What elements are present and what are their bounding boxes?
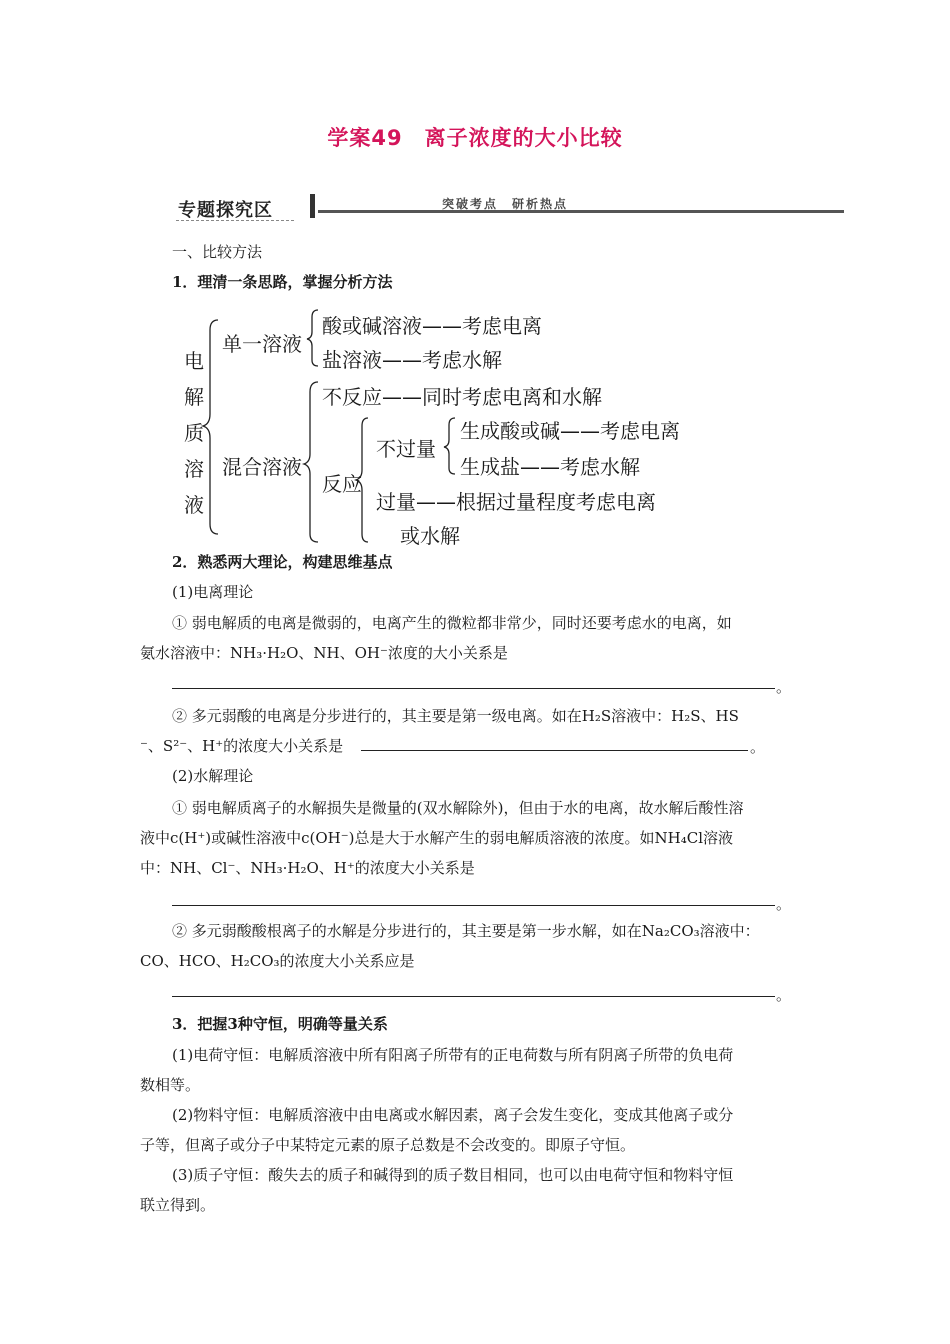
tree-single-solution: 单一溶液 [222,332,302,356]
c1-line1: (1)电荷守恒：电解质溶液中所有阳离子所带有的正电荷数与所有阴离子所带的负电荷 [172,1046,734,1064]
period-4: 。 [776,986,792,1004]
page-title: 学案49 离子浓度的大小比较 [327,126,623,150]
tree-no-reaction: 不反应——同时考虑电离和水解 [322,385,602,409]
p3-line2: 液中c(H⁺)或碱性溶液中c(OH⁻)总是大于水解产生的弱电解质溶液的浓度。如NH₄Cl溶液 [140,829,734,847]
heading-compare-method: 一、比较方法 [172,243,263,261]
answer-blank-3[interactable] [172,905,775,906]
c2-line2: 子等，但离子或分子中某特定元素的原子总数是不会改变的。即原子守恒。 [140,1136,636,1154]
p2-line1: ② 多元弱酸的电离是分步进行的，其主要是第一级电离。如在H₂S溶液中：H₂S、HS [172,707,739,725]
p4-line2: CO、HCO、H₂CO₃的浓度大小关系应是 [140,952,415,970]
item-1-heading: 1．理清一条思路，掌握分析方法 [172,273,393,291]
tree-acid-base-solution: 酸或碱溶液——考虑电离 [322,314,542,338]
c2-line1: (2)物料守恒：电解质溶液中由电离或水解因素，离子会发生变化，变成其他离子或分 [172,1106,734,1124]
c1-line2: 数相等。 [140,1076,201,1094]
tree-reaction: 反应 [322,472,362,496]
tree-root-char: 电 [184,349,204,373]
tree-acid-or-base: 生成酸或碱——考虑电离 [460,419,680,443]
tree-excess-cont: 或水解 [400,524,460,548]
tree-excess: 过量——根据过量程度考虑电离 [376,490,656,514]
item-3-heading: 3．把握3种守恒，明确等量关系 [172,1015,388,1033]
period-3: 。 [776,895,792,913]
sub-ionization-theory: (1)电离理论 [172,583,254,601]
p4-line1: ② 多元弱酸酸根离子的水解是分步进行的，其主要是第一步水解，如在Na₂CO₃溶液中： [172,922,760,940]
answer-blank-4[interactable] [172,996,775,997]
banner-bar [310,194,315,218]
c3-line2: 联立得到。 [140,1196,216,1214]
p2-line2: ⁻、S²⁻、H⁺的浓度大小关系是 [140,737,344,755]
tree-root-char: 液 [184,493,204,517]
section-banner [172,192,844,222]
tree-root-char: 溶 [184,457,204,481]
period-2: 。 [750,738,766,756]
banner-dotted-line [176,220,294,221]
item-2-heading: 2．熟悉两大理论，构建思维基点 [172,553,393,571]
c3-line1: (3)质子守恒：酸失去的质子和碱得到的质子数目相同，也可以由电荷守恒和物料守恒 [172,1166,734,1184]
p1-line2: 氨水溶液中：NH₃·H₂O、NH、OH⁻浓度的大小关系是 [140,644,508,662]
tree-salt-formed: 生成盐——考虑水解 [460,455,640,479]
tree-root-char: 解 [184,385,204,409]
p1-line1: ① 弱电解质的电离是微弱的，电离产生的微粒都非常少，同时还要考虑水的电离，如 [172,614,732,632]
sub-hydrolysis-theory: (2)水解理论 [172,767,254,785]
concept-tree-diagram [170,302,730,552]
banner-tagline: 突破考点 研析热点 [442,197,569,211]
answer-blank-2[interactable] [361,750,748,751]
answer-blank-1[interactable] [172,688,775,689]
banner-rule [318,210,844,213]
p3-line3: 中：NH、Cl⁻、NH₃·H₂O、H⁺的浓度大小关系是 [140,859,475,877]
tree-root-char: 质 [184,421,204,445]
banner-label: 专题探究区 [178,200,273,221]
p3-line1: ① 弱电解质离子的水解损失是微量的(双水解除外)，但由于水的电离，故水解后酸性溶 [172,799,744,817]
period-1: 。 [776,678,792,696]
tree-salt-solution: 盐溶液——考虑水解 [322,348,502,372]
tree-mixed-solution: 混合溶液 [222,455,302,479]
tree-not-excess: 不过量 [376,437,436,461]
